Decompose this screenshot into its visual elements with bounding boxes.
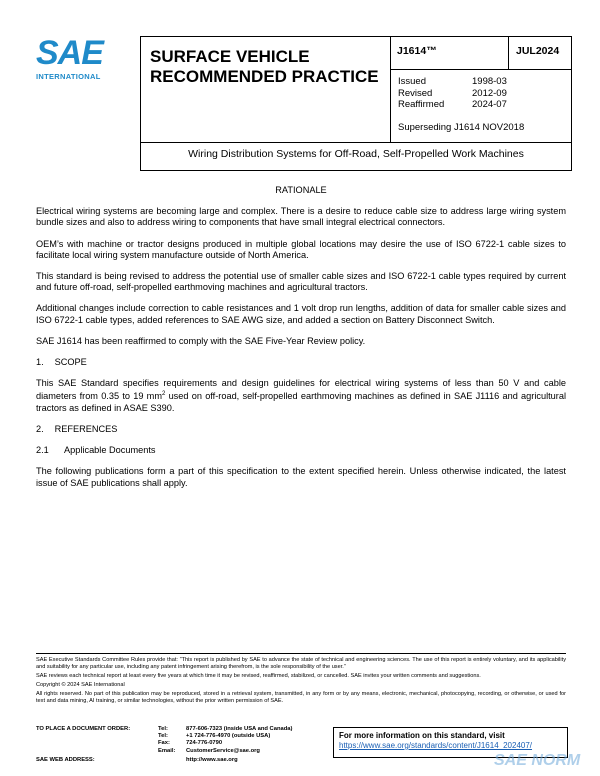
logo-subtext: INTERNATIONAL — [36, 72, 101, 81]
contact-value: 724-776-0790 — [186, 740, 223, 747]
watermark-logo — [488, 747, 598, 773]
sae-logo — [36, 36, 124, 92]
contact-key: Fax: — [158, 740, 170, 747]
paragraph: This standard is being revised to address the potential use of smaller cable sizes and ISO 6722-1 cable types required by current and future off-road, self-propelled earthmoving machines and agricultural tractors. — [36, 271, 566, 293]
order-contacts — [158, 726, 328, 755]
contact-email[interactable]: CustomerService@sae.org — [186, 747, 260, 754]
history-row — [398, 88, 507, 100]
contact-row — [158, 740, 328, 747]
scope-paragraph — [36, 378, 566, 414]
footer-divider — [36, 653, 566, 654]
section-number: 2.1 — [36, 445, 49, 456]
footer-text: Copyright © 2024 SAE International — [36, 681, 125, 688]
revision-history — [398, 76, 507, 111]
document-date: JUL2024 — [516, 45, 560, 57]
rationale-heading: RATIONALE — [275, 185, 327, 195]
paragraph: OEM’s with machine or tractor designs produced in multiple global locations may desire the use of ISO 6722-1 cable sizes to facilitate local wiring system manufacture outside of North America. — [36, 238, 566, 260]
contact-row — [158, 748, 328, 755]
header-divider — [140, 142, 572, 143]
document-type: SURFACE VEHICLE RECOMMENDED PRACTICE — [150, 47, 379, 86]
contact-value: 877-606-7323 (inside USA and Canada) — [186, 726, 293, 732]
section-title: SCOPE — [54, 357, 87, 368]
web-address-link[interactable]: http://www.sae.org — [186, 757, 238, 763]
history-label: Reaffirmed — [398, 99, 445, 110]
superseding-note: Superseding J1614 NOV2018 — [398, 122, 525, 133]
paragraph: Additional changes include correction to cable resistances and 1 volt drop run lengths, addition of data for smaller cable sizes and ISO 6722-1 cable types, added references to SAE AWG size, and added a section on Battery Disconnect Switch. — [36, 303, 566, 325]
footer-legal — [36, 657, 566, 706]
history-value: 2012-09 — [472, 87, 507, 99]
document-title: Wiring Distribution Systems for Off-Road, Self-Propelled Work Machines — [188, 148, 524, 160]
watermark-text: SAE NORM — [494, 752, 581, 769]
history-label: Revised — [398, 87, 433, 99]
section-heading-scope — [36, 357, 566, 368]
header-divider — [508, 36, 509, 70]
section-number: 2. — [36, 423, 44, 434]
paragraph: Electrical wiring systems are becoming large and complex. There is a desire to reduce cable size to address large wiring system bundle sizes and also to address wiring to components that have small integral electrical connectors. — [36, 206, 566, 228]
contact-value: +1 724-776-4970 (outside USA) — [186, 733, 271, 740]
paragraph: The following publications form a part of this specification to the extent specified herein. Unless otherwise indicated, the latest issue of SAE publications shall apply. — [36, 466, 566, 488]
history-row — [398, 76, 507, 88]
header-divider — [390, 36, 391, 143]
logo-text: SAE — [36, 34, 103, 72]
footer-text: SAE Executive Standards Committee Rules provide that: “This report is published by SAE to advance the state of technical and engineering sciences. The use of this report is entirely voluntary, and its applicability and suitability for any particular use, including any patent infringement arising therefrom, is the sole responsibility of the user.” — [36, 657, 566, 670]
header-divider — [390, 69, 572, 70]
paragraph: SAE J1614 has been reaffirmed to comply with the SAE Five-Year Review policy. — [36, 335, 366, 346]
section-title: REFERENCES — [54, 423, 118, 434]
scope-text: used on off-road, self-propelled earthmoving machines as defined in SAE J1116 and agricultural tractors as defined in ASAE S390. — [36, 391, 566, 413]
contact-row — [158, 726, 328, 733]
standard-link[interactable]: https://www.sae.org/standards/content/J1614_202407/ — [339, 741, 533, 750]
web-address-label: SAE WEB ADDRESS: — [36, 757, 95, 763]
scope-text: This SAE Standard specifies requirements and design guidelines for electrical wiring systems of less than 50 V and cable diameters from 0.35 to 19 mm — [36, 378, 566, 402]
section-heading-references — [36, 424, 566, 435]
history-row — [398, 99, 507, 111]
subsection-heading — [36, 445, 566, 456]
info-title: For more information on this standard, visit — [339, 731, 505, 740]
history-value: 2024-07 — [472, 99, 507, 110]
section-number: 1. — [36, 357, 44, 368]
contact-key: Tel: — [158, 733, 168, 740]
superscript: 2 — [161, 391, 166, 398]
document-number: J1614™ — [397, 45, 437, 57]
footer-text: All rights reserved. No part of this publication may be reproduced, stored in a retrieval system, transmitted, in any form or by any means, electronic, mechanical, photocopying, recording, or otherwise, or used for text and data mining, AI training, or similar technologies, without the prior written permission of SAE. — [36, 690, 566, 704]
order-label: TO PLACE A DOCUMENT ORDER: — [36, 726, 131, 732]
document-body — [36, 185, 566, 499]
contact-key: Tel: — [158, 726, 168, 732]
history-value: 1998-03 — [472, 76, 507, 87]
history-label: Issued — [398, 76, 426, 87]
contact-row — [158, 733, 328, 740]
contact-key: Email: — [158, 747, 176, 754]
footer-text: SAE reviews each technical report at least every five years at which time it may be revised, reaffirmed, stabilized, or cancelled. SAE invites your written comments and suggestions. — [36, 672, 481, 679]
section-title: Applicable Documents — [64, 445, 156, 456]
